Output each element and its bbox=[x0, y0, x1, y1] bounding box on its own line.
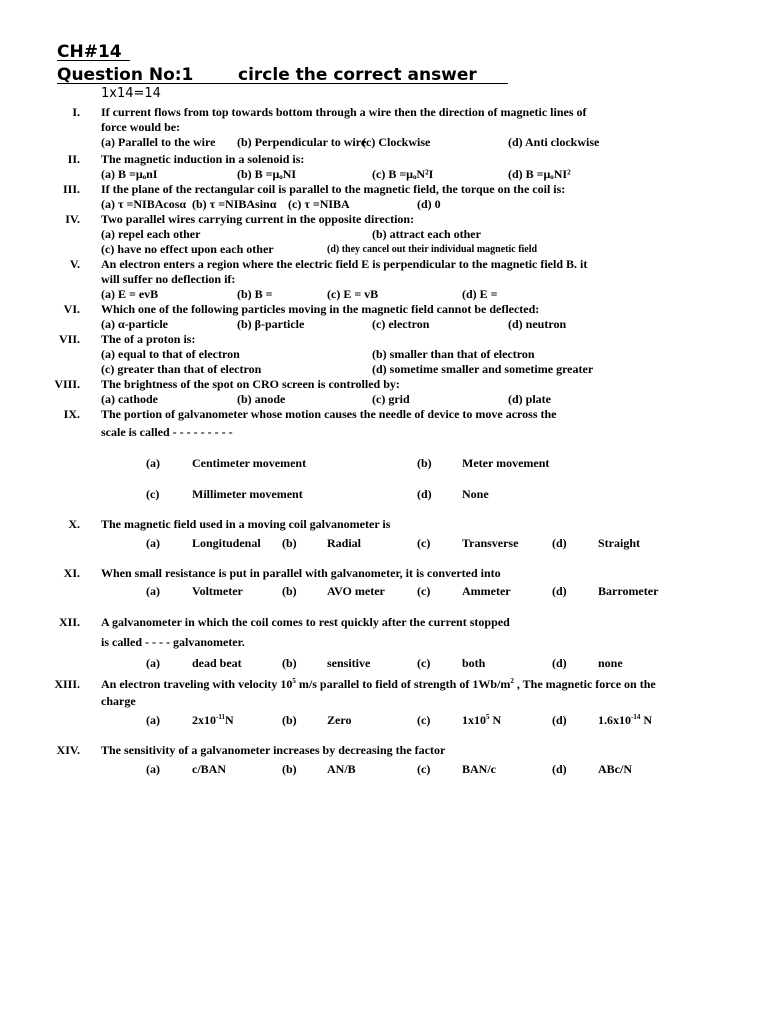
option-c-label[interactable]: (c) bbox=[417, 536, 431, 550]
question-text: The magnetic field used in a moving coil galvanometer is bbox=[101, 517, 391, 531]
option-d[interactable]: (d) sometime smaller and sometime greater bbox=[372, 362, 594, 376]
option-a[interactable]: dead beat bbox=[192, 656, 242, 670]
option-c[interactable]: (c) B =μₒN²I bbox=[372, 167, 434, 181]
option-a-label[interactable]: (a) bbox=[146, 656, 160, 670]
option-c-label[interactable]: (c) bbox=[417, 762, 431, 776]
question-number: II. bbox=[67, 152, 80, 166]
question-number: X. bbox=[68, 517, 80, 531]
option-a[interactable]: $2x10^{-11}N$ bbox=[192, 713, 234, 727]
option-b[interactable]: (b) τ =NIBAsinα bbox=[192, 197, 277, 211]
option-a[interactable]: (a) α-particle bbox=[101, 317, 169, 331]
option-b[interactable]: Zero bbox=[327, 713, 352, 727]
question-text-cont: charge bbox=[101, 694, 136, 708]
question-text: If current flows from top towards bottom through a wire then the direction of magnetic lines of bbox=[101, 105, 587, 119]
option-c[interactable]: both bbox=[462, 656, 486, 670]
option-b-label[interactable]: (b) bbox=[282, 713, 297, 727]
question-text: An electron enters a region where the electric field E is perpendicular to the magnetic field B. it bbox=[101, 257, 588, 271]
option-a[interactable]: (a) B =μₒnI bbox=[101, 167, 158, 181]
option-c[interactable]: Ammeter bbox=[462, 584, 511, 598]
question-text: If the plane of the rectangular coil is parallel to the magnetic field, the torque on the coil is: bbox=[101, 182, 566, 196]
question-number: I. bbox=[72, 105, 80, 119]
question-number: IV. bbox=[65, 212, 80, 226]
option-c[interactable]: Transverse bbox=[462, 536, 519, 550]
option-d[interactable]: (d) they cancel out their individual magnetic field bbox=[327, 244, 538, 255]
question-text: The portion of galvanometer whose motion causes the needle of device to move across the bbox=[101, 407, 557, 421]
option-b[interactable]: sensitive bbox=[327, 656, 371, 670]
question-text: An electron traveling with velocity $10^5$ m/s parallel to field of strength of $1Wb/m^2$ , The magnetic force on the bbox=[101, 677, 656, 691]
option-d[interactable]: Straight bbox=[598, 536, 640, 550]
question-number: XI. bbox=[63, 566, 80, 580]
option-d[interactable]: (d) E = bbox=[462, 287, 498, 301]
option-c-label[interactable]: (c) bbox=[146, 487, 160, 501]
question-number: XII. bbox=[58, 615, 80, 629]
question-underline bbox=[57, 83, 508, 84]
question-text: The of a proton is: bbox=[101, 332, 196, 346]
option-a-label[interactable]: (a) bbox=[146, 456, 160, 470]
option-d[interactable]: $1.6x10^{-14}$ N bbox=[598, 713, 653, 727]
option-d[interactable]: (d) 0 bbox=[417, 197, 441, 211]
option-b-label[interactable]: (b) bbox=[282, 536, 297, 550]
question-text: Two parallel wires carrying current in the opposite direction: bbox=[101, 212, 415, 226]
option-c-label[interactable]: (c) bbox=[417, 656, 431, 670]
option-b[interactable]: AN/B bbox=[327, 762, 356, 776]
marks-text: 1x14=14 bbox=[101, 86, 161, 101]
question-number: XIV. bbox=[56, 743, 80, 757]
option-c[interactable]: (c) grid bbox=[372, 392, 410, 406]
option-b[interactable]: (b) anode bbox=[237, 392, 286, 406]
option-d[interactable]: ABc/N bbox=[598, 762, 632, 776]
option-c[interactable]: (c) have no effect upon each other bbox=[101, 242, 274, 256]
option-b-label[interactable]: (b) bbox=[282, 762, 297, 776]
option-c-label[interactable]: (c) bbox=[417, 713, 431, 727]
option-d-label[interactable]: (d) bbox=[552, 536, 567, 550]
option-a[interactable]: (a) cathode bbox=[101, 392, 158, 406]
option-d-label[interactable]: (d) bbox=[552, 584, 567, 598]
option-b-label[interactable]: (b) bbox=[417, 456, 432, 470]
option-a-label[interactable]: (a) bbox=[146, 713, 160, 727]
option-b[interactable]: (b) Perpendicular to wire bbox=[237, 135, 367, 149]
question-text: A galvanometer in which the coil comes to rest quickly after the current stopped bbox=[101, 615, 510, 629]
option-d[interactable]: (d) plate bbox=[508, 392, 551, 406]
option-a[interactable]: c/BAN bbox=[192, 762, 226, 776]
option-a[interactable]: (a) E = evB bbox=[101, 287, 159, 301]
option-d-label[interactable]: (d) bbox=[417, 487, 432, 501]
option-b[interactable]: (b) smaller than that of electron bbox=[372, 347, 535, 361]
question-number: VII. bbox=[58, 332, 80, 346]
option-d[interactable]: (d) neutron bbox=[508, 317, 567, 331]
question-number: III. bbox=[62, 182, 80, 196]
option-d-label[interactable]: (d) bbox=[552, 762, 567, 776]
option-a[interactable]: Longitudenal bbox=[192, 536, 261, 550]
option-b[interactable]: (b) B =μₒNI bbox=[237, 167, 297, 181]
question-number: VIII. bbox=[54, 377, 80, 391]
option-a[interactable]: (a) Parallel to the wire bbox=[101, 135, 216, 149]
option-c[interactable]: (c) τ =NIBA bbox=[288, 197, 350, 211]
question-text: The magnetic induction in a solenoid is: bbox=[101, 152, 305, 166]
option-b[interactable]: (b) β-particle bbox=[237, 317, 305, 331]
option-d[interactable]: none bbox=[598, 656, 623, 670]
option-a[interactable]: (a) equal to that of electron bbox=[101, 347, 240, 361]
question-text-cont: is called - - - - galvanometer. bbox=[101, 635, 245, 649]
question-text-cont: scale is called - - - - - - - - - bbox=[101, 425, 233, 439]
option-d[interactable]: None bbox=[462, 487, 489, 501]
instruction-text: circle the correct answer bbox=[238, 65, 477, 85]
option-b-label[interactable]: (b) bbox=[282, 656, 297, 670]
option-d-label[interactable]: (d) bbox=[552, 656, 567, 670]
option-a-label[interactable]: (a) bbox=[146, 536, 160, 550]
option-c[interactable]: $1x10^5$ N bbox=[462, 713, 502, 727]
question-text: The brightness of the spot on CRO screen is controlled by: bbox=[101, 377, 400, 391]
question-text: When small resistance is put in parallel with galvanometer, it is converted into bbox=[101, 566, 501, 580]
option-a-label[interactable]: (a) bbox=[146, 762, 160, 776]
question-number: IX. bbox=[63, 407, 80, 421]
option-b-label[interactable]: (b) bbox=[282, 584, 297, 598]
option-c[interactable]: (c) greater than that of electron bbox=[101, 362, 262, 376]
option-d[interactable]: Barrometer bbox=[598, 584, 659, 598]
chapter-underline bbox=[57, 60, 130, 61]
question-label: Question No:1 bbox=[57, 65, 194, 85]
option-c[interactable]: (c) Clockwise bbox=[362, 135, 431, 149]
question-text: The sensitivity of a galvanometer increases by decreasing the factor bbox=[101, 743, 446, 757]
question-text: Which one of the following particles moving in the magnetic field cannot be deflected: bbox=[101, 302, 540, 316]
question-number: XIII. bbox=[54, 677, 80, 691]
option-c-label[interactable]: (c) bbox=[417, 584, 431, 598]
option-a-label[interactable]: (a) bbox=[146, 584, 160, 598]
question-number: V. bbox=[69, 257, 80, 271]
option-b[interactable]: (b) B = bbox=[237, 287, 273, 301]
option-b[interactable]: AVO meter bbox=[327, 584, 385, 598]
option-a[interactable]: (a) repel each other bbox=[101, 227, 201, 241]
option-d[interactable]: (d) B =μₒNI² bbox=[508, 167, 571, 181]
option-d[interactable]: (d) Anti clockwise bbox=[508, 135, 600, 149]
option-b[interactable]: Meter movement bbox=[462, 456, 550, 470]
option-c[interactable]: (c) electron bbox=[372, 317, 430, 331]
question-text-cont: will suffer no deflection if: bbox=[101, 272, 236, 286]
option-a[interactable]: Voltmeter bbox=[192, 584, 243, 598]
option-c[interactable]: (c) E = vB bbox=[327, 287, 379, 301]
question-number: VI. bbox=[63, 302, 80, 316]
option-d-label[interactable]: (d) bbox=[552, 713, 567, 727]
option-a[interactable]: (a) τ =NIBAcosα bbox=[101, 197, 187, 211]
option-c[interactable]: BAN/c bbox=[462, 762, 496, 776]
option-b[interactable]: (b) attract each other bbox=[372, 227, 481, 241]
chapter-heading: CH#14 bbox=[57, 42, 122, 62]
question-text-cont: force would be: bbox=[101, 120, 181, 134]
option-c[interactable]: Millimeter movement bbox=[192, 487, 303, 501]
option-b[interactable]: Radial bbox=[327, 536, 362, 550]
option-a[interactable]: Centimeter movement bbox=[192, 456, 307, 470]
